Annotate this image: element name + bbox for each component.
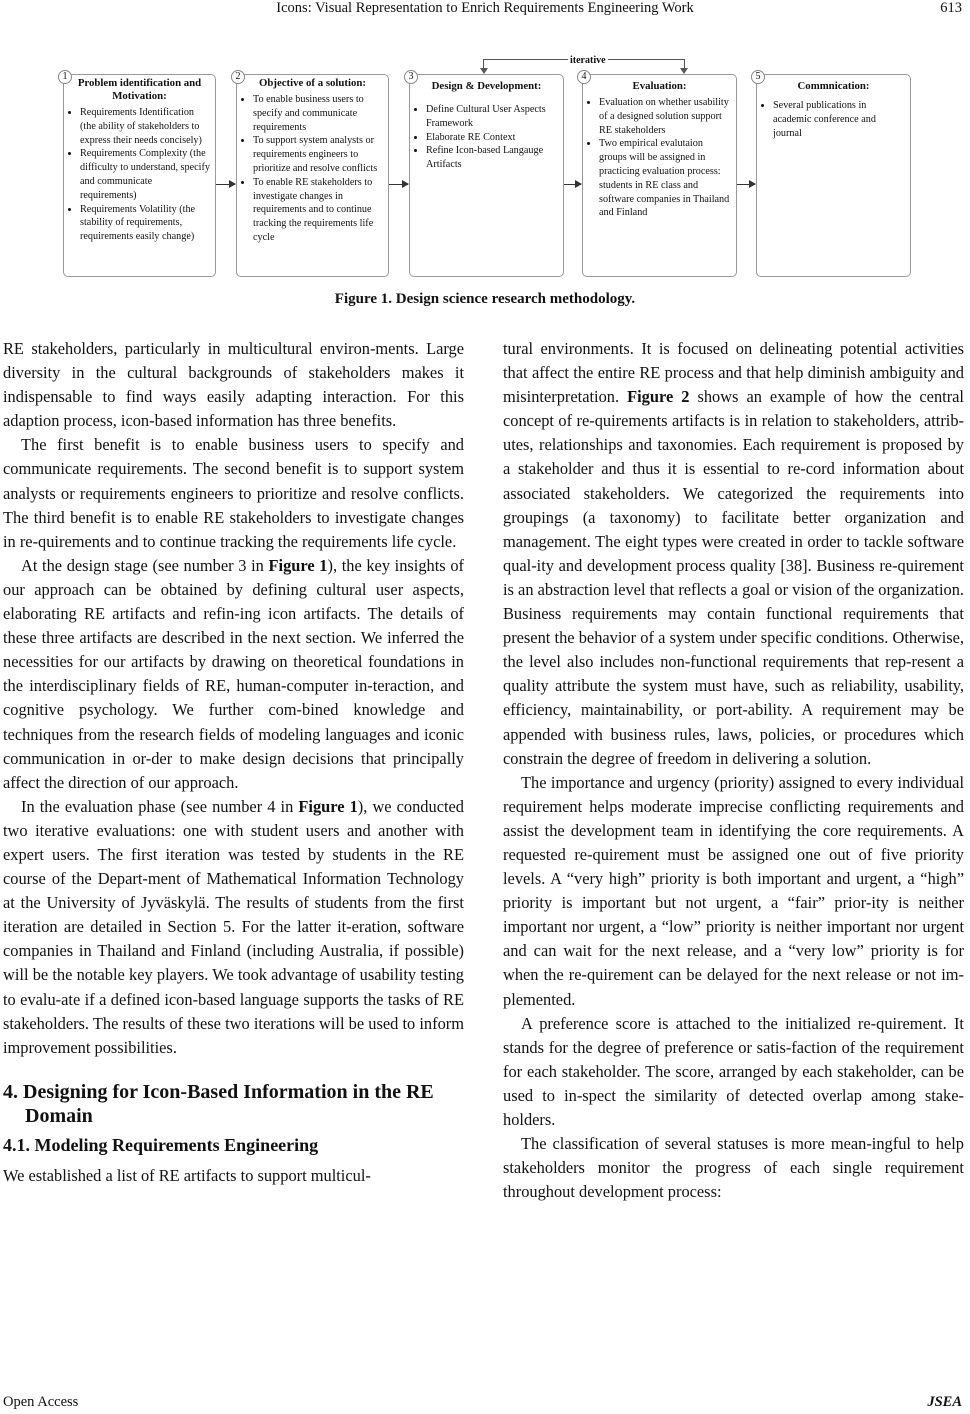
figure-reference: Figure 1 <box>268 555 328 575</box>
step-title: Commnication: <box>797 80 870 92</box>
step-item: • To enable RE stakeholders to investigate changes in requirements and to continue tracking the requirements life cycle <box>253 176 384 245</box>
paragraph <box>503 337 964 771</box>
step-box-objective <box>235 71 389 277</box>
flow-arrow <box>564 184 581 185</box>
step-item: • Evaluation on whether usability of a designed solution support RE stakeholders <box>599 96 732 137</box>
step-item: • Several publications in academic conference and journal <box>773 99 906 140</box>
section-heading: 4. Designing for Icon-Based Information in the RE Domain <box>3 1080 434 1127</box>
page-number: 613 <box>940 0 962 16</box>
step-number: 5 <box>751 70 765 84</box>
paragraph-text: tural environments. It is focused on delineating potential activities that affect the entire RE process and that help diminish ambiguity and misinterpretation. <box>503 339 964 407</box>
paragraph: The classification of several statuses is more mean-ingful to help stakeholders monitor the progress of each single requirement throughout development process: <box>503 1134 964 1202</box>
figure-caption: Figure 1. Design science research methodology. <box>334 291 636 307</box>
left-column <box>3 337 464 1188</box>
paragraph: The first benefit is to enable business users to specify and communicate requirements. The second benefit is to support system analysts or requirements engineers to prioritize and resolve conflicts. The third benefit is to enable RE stakeholders to investigate changes in re-quirements and to continue tracking the requirements life cycle. <box>3 435 464 551</box>
figure-1-diagram <box>52 40 922 285</box>
figure-reference: Figure 1 <box>298 796 358 816</box>
step-number: 4 <box>577 70 591 84</box>
step-box-design-development <box>408 71 564 277</box>
step-title: Evaluation: <box>632 80 687 92</box>
paragraph: RE stakeholders, particularly in multicultural environ-ments. Large diversity in the cultural backgrounds of stakeholders makes it indispensable to find ways easily adapting interaction. For this adaption process, icon-based information has three benefits. <box>3 339 464 431</box>
paragraph <box>3 795 464 1060</box>
paragraph-text: shows an example of how the central concept of re-quirements artifacts is in relation to stakeholders, attrib-utes, relationships and taxonomies. Each requirement is proposed by a stakeholder and thus it is essential to re-cord information about associated stakeholders. We categorized the requirements into groupings (a taxonomy) to facilitate better organization and management. The eight types were created in order to tackle software qual-ity and development process quality [38]. Business re-quirement is an abstraction level that reflects a goal or vision of the organization. Business requirements may contain functional requirements that present the behavior of a system under specific conditions. Otherwise, the level also includes non-functional requirements that rep-resent a quality attribute the system must have, such as reliability, usability, efficiency, maintainability, or port-ability. A requirement may be appended with business rules, laws, policies, or procedures which constrain the degree of freedom in delivering a solution. <box>503 387 964 768</box>
step-item: • To enable business users to specify and communicate requirements <box>253 93 384 134</box>
step-item: • Two empirical evalutaion groups will be assigned in practicing evaluation process: students in RE class and software companies in Thailand and Finland <box>599 137 732 220</box>
journal-name: JSEA <box>927 1394 962 1410</box>
step-box-evaluation <box>581 71 737 277</box>
step-item: • Elaborate RE Context <box>426 131 559 145</box>
step-title: Objective of a solution: <box>258 77 367 89</box>
figure-reference: Figure 2 <box>627 387 690 407</box>
step-item: • Requirements Volatility (the stability of requirements, requirements easily change) <box>80 203 211 244</box>
paragraph: We established a list of RE artifacts to support multicul- <box>3 1165 371 1185</box>
running-title: Icons: Visual Representation to Enrich Requirements Engineering Work <box>276 0 694 16</box>
paragraph-text: ), we conducted two iterative evaluations: one with student users and another with expert users. The first iteration was tested by students in the RE course of the Depart-ment of Mathematical Information Technology at the University of Jyväskylä. The results of students from the first iteration are detailed in Section 5. For the latter it-eration, software companies in Thailand and Finland (including Australia, if possible) will be the notable key players. We took advantage of usability testing to evalu-ate if a defined icon-based language supports the tasks of RE stakeholders. The results of these two iterations will be used to inform improvement possibilities. <box>3 796 464 1057</box>
paragraph <box>3 554 464 795</box>
step-item: • Requirements Complexity (the difficulty to understand, specify and communicate requirements) <box>80 147 211 202</box>
flow-arrow <box>737 184 755 185</box>
step-box-problem-identification <box>62 71 216 277</box>
paragraph-text: In the evaluation phase (see number 4 in <box>21 796 299 816</box>
step-item: • Refine Icon-based Langauge Artifacts <box>426 144 559 172</box>
step-item: • Define Cultural User Aspects Framework <box>426 103 559 131</box>
flow-arrow <box>389 184 408 185</box>
step-title: Problem identification and Motivation: <box>77 77 202 102</box>
iterative-label: iterative <box>570 55 606 66</box>
paragraph: The importance and urgency (priority) assigned to every individual requirement helps moderate imprecise conflicting requirements and assist the development team in identifying the core requirements. A requested re-quirement must be assigned one out of five priority levels. A “very high” priority is both important and urgent, a “high” priority is important but not urgent, a “fair” prior-ity is neither important nor urgent, a “low” priority is neither important nor urgent and can wait for the next release, and a “very low” priority is for when the re-quirement can be delayed for the next release or not im-plemented. <box>503 772 964 1009</box>
right-column <box>503 337 964 1204</box>
subsection-heading: 4.1. Modeling Requirements Engineering <box>3 1134 319 1155</box>
flow-arrow <box>216 184 235 185</box>
step-number: 1 <box>58 70 72 84</box>
paragraph-text: At the design stage (see number 3 in <box>21 555 269 575</box>
step-box-communication <box>755 71 911 277</box>
step-title: Design & Development: <box>431 80 542 92</box>
paragraph: A preference score is attached to the initialized re-quirement. It stands for the degree of preference or satis-faction of the requirement for each stakeholder. The score, arranged by each stakeholder, can be used to in-spect the similarity of detected overlap among stake-holders. <box>503 1013 964 1129</box>
paragraph-text: ), the key insights of our approach can be obtained by defining cultural user aspects, elaborating RE artifacts and refin-ing icon artifacts. The details of these three artifacts are described in the next section. We inferred the necessities for our artifacts by drawing on theoretical foundations in the interdisciplinary fields of RE, human-computer in-teraction, and cognitive psychology. We further com-bined knowledge and techniques from the research fields of modeling languages and iconic communication in or-der to make design decisions that principally affect the direction of our approach. <box>3 555 464 792</box>
step-item: • To support system analysts or requirements engineers to prioritize and resolve conflicts <box>253 134 384 175</box>
step-item: • Requirements Identification (the ability of stakeholders to express their needs concisely) <box>80 106 211 147</box>
step-number: 2 <box>231 70 245 84</box>
running-header <box>0 0 970 24</box>
open-access-label: Open Access <box>3 1394 79 1410</box>
step-number: 3 <box>404 70 418 84</box>
